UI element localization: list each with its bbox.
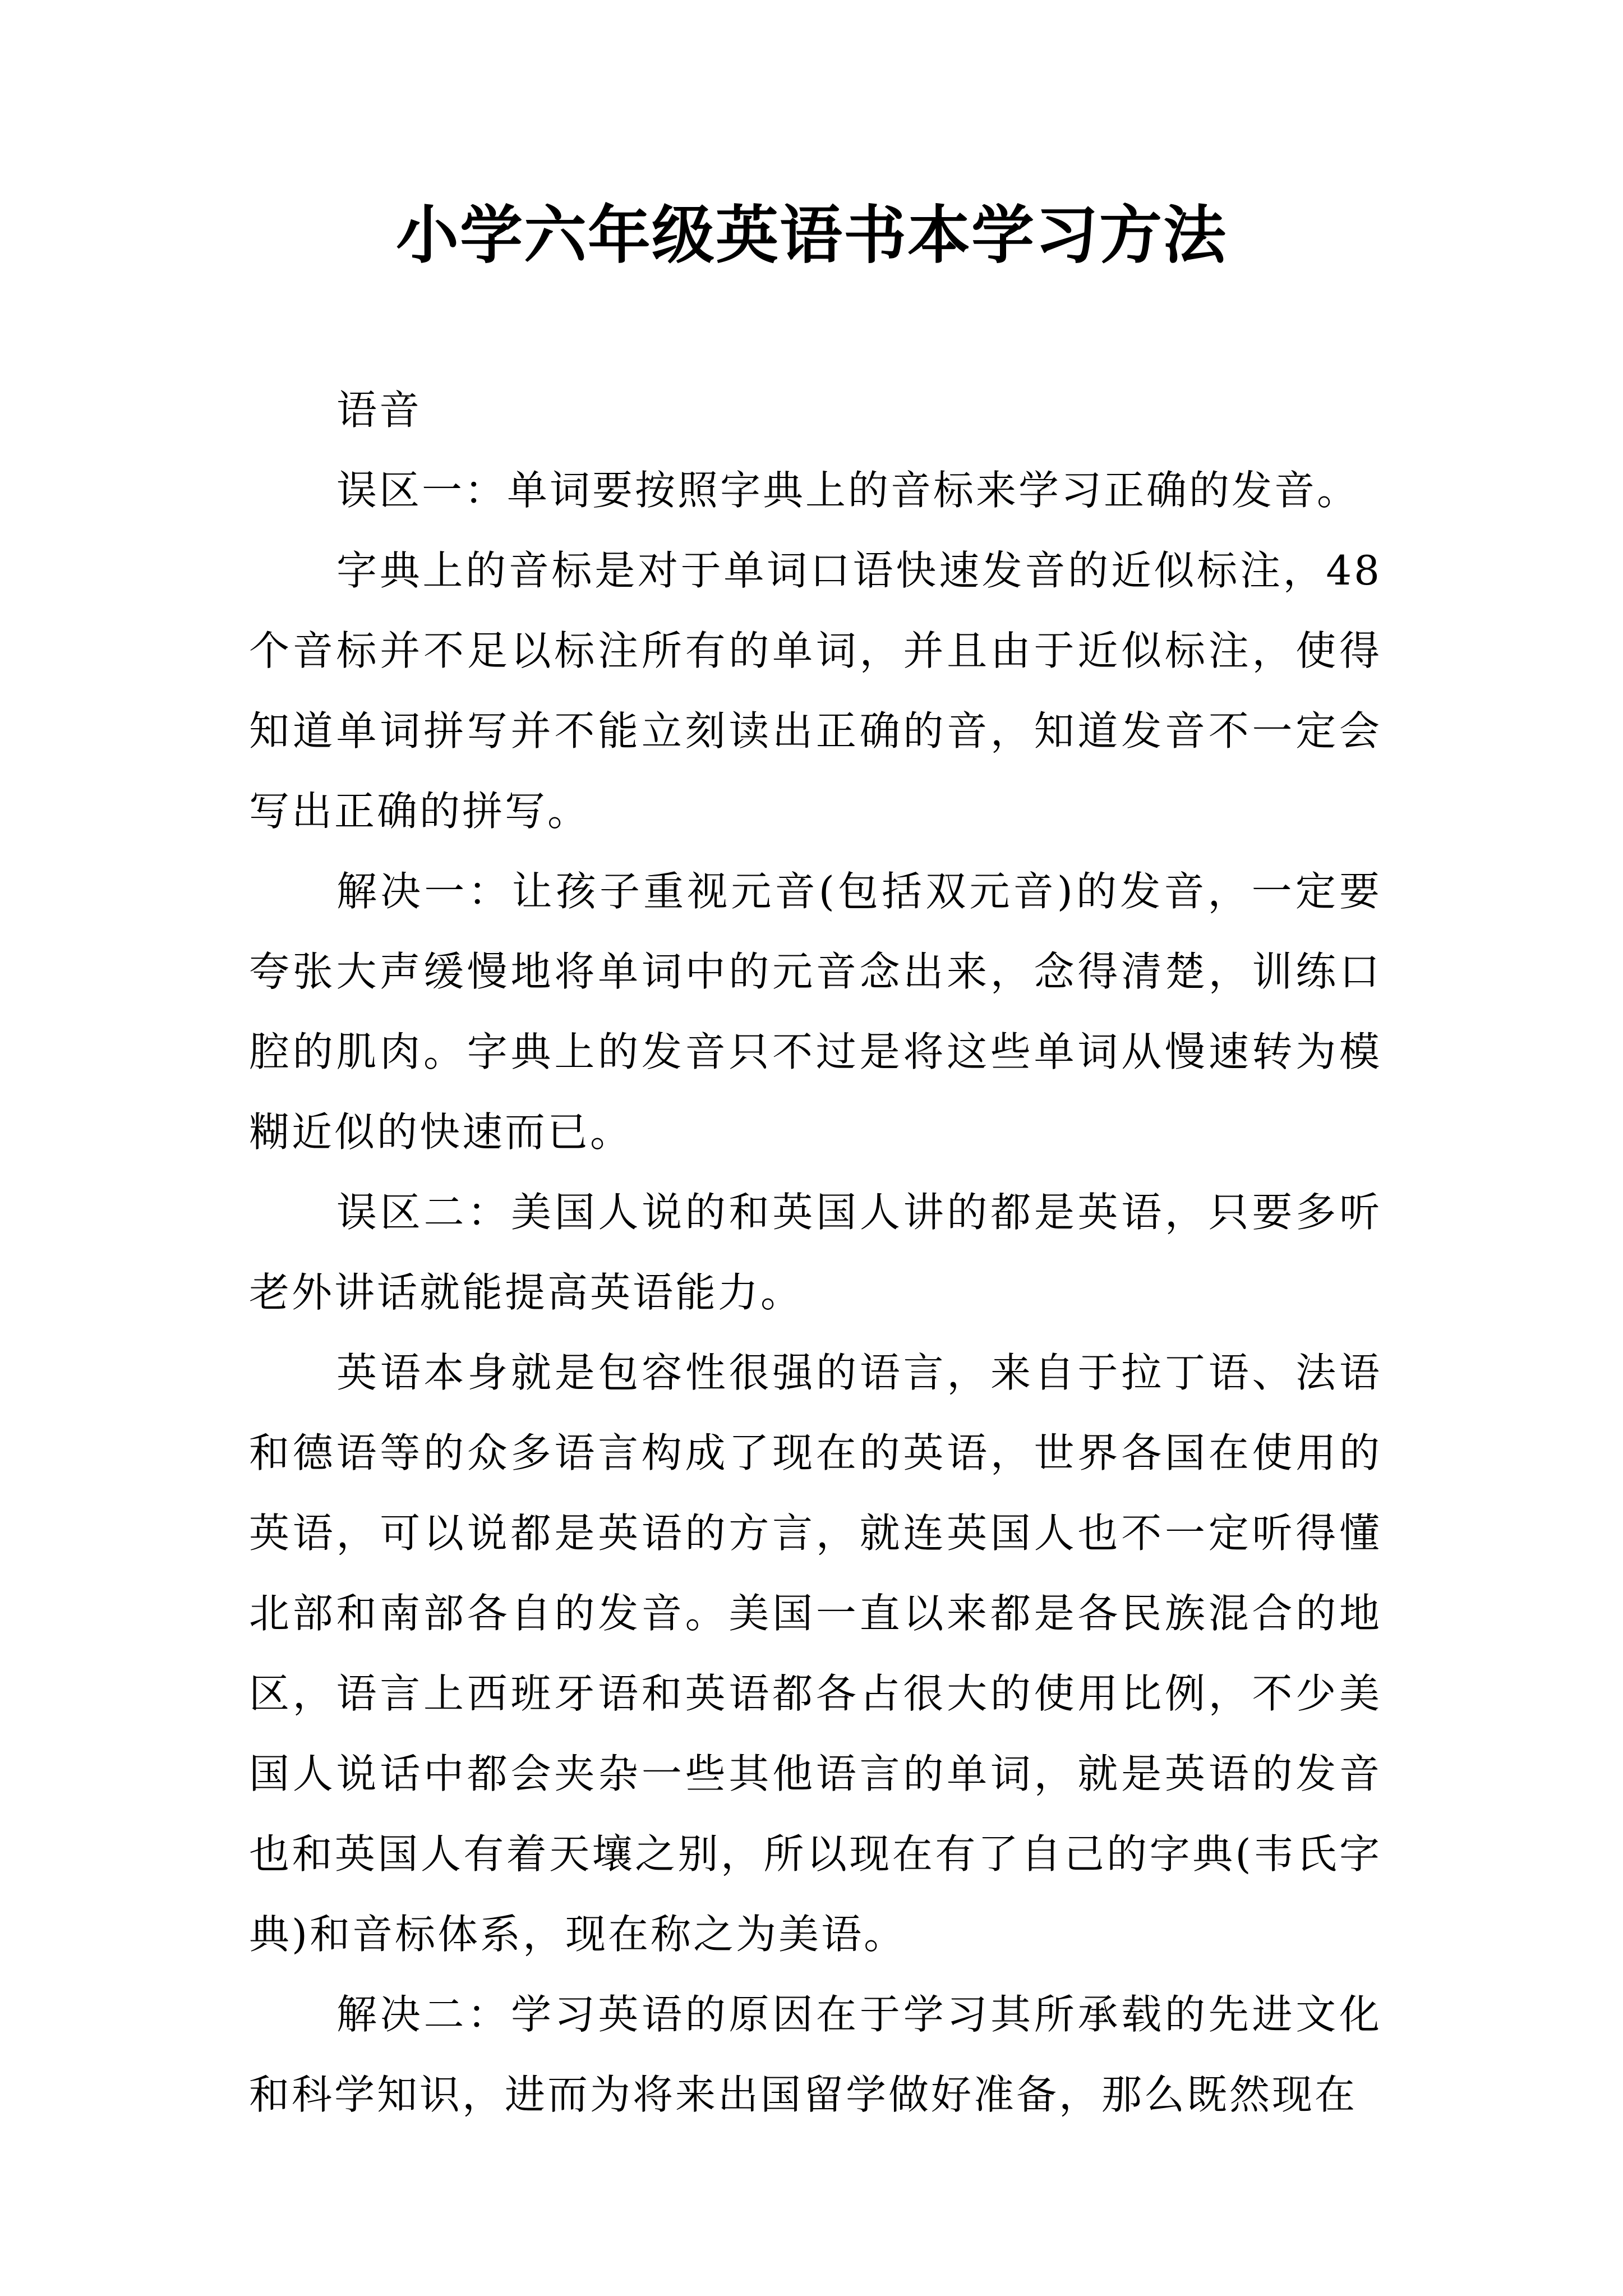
- paragraph-explanation-1: 字典上的音标是对于单词口语快速发音的近似标注，48个音标并不足以标注所有的单词，并且由于近似标注，使得知道单词拼写并不能立刻读出正确的音，知道发音不一定会写出正确的拼写。: [249, 547, 1382, 835]
- paragraph-explanation-2: 英语本身就是包容性很强的语言，来自于拉丁语、法语和德语等的众多语言构成了现在的英语，世界各国在使用的英语，可以说都是英语的方言，就连英国人也不一定听得懂北部和南部各自的发音。美国一直以来都是各民族混合的地区，语言上西班牙语和英语都各占很大的使用比例，不少美国人说话中都会夹杂一些其他语言的单词，就是英语的发音也和英国人有着天壤之别，所以现在有了自己的字典(韦氏字典)和音标体系，现在称之为美语。: [249, 1349, 1382, 1958]
- paragraph-misconception-1: 误区一：单词要按照字典上的音标来学习正确的发音。: [336, 467, 1360, 514]
- paragraph-section-heading: 语音: [336, 386, 422, 434]
- paragraph-misconception-2: 误区二：美国人说的和英国人讲的都是英语，只要多听老外讲话就能提高英语能力。: [249, 1189, 1382, 1316]
- paragraph-solution-2: 解决二：学习英语的原因在于学习其所承载的先进文化和科学知识，进而为将来出国留学做好准备，那么既然现在: [249, 1991, 1382, 2118]
- paragraph-solution-1: 解决一：让孩子重视元音(包括双元音)的发音，一定要夸张大声缓慢地将单词中的元音念出来，念得清楚，训练口腔的肌肉。字典上的发音只不过是将这些单词从慢速转为模糊近似的快速而已。: [249, 868, 1382, 1156]
- document-title: 小学六年级英语书本学习方法: [396, 199, 1227, 272]
- document-body: [249, 370, 1382, 2135]
